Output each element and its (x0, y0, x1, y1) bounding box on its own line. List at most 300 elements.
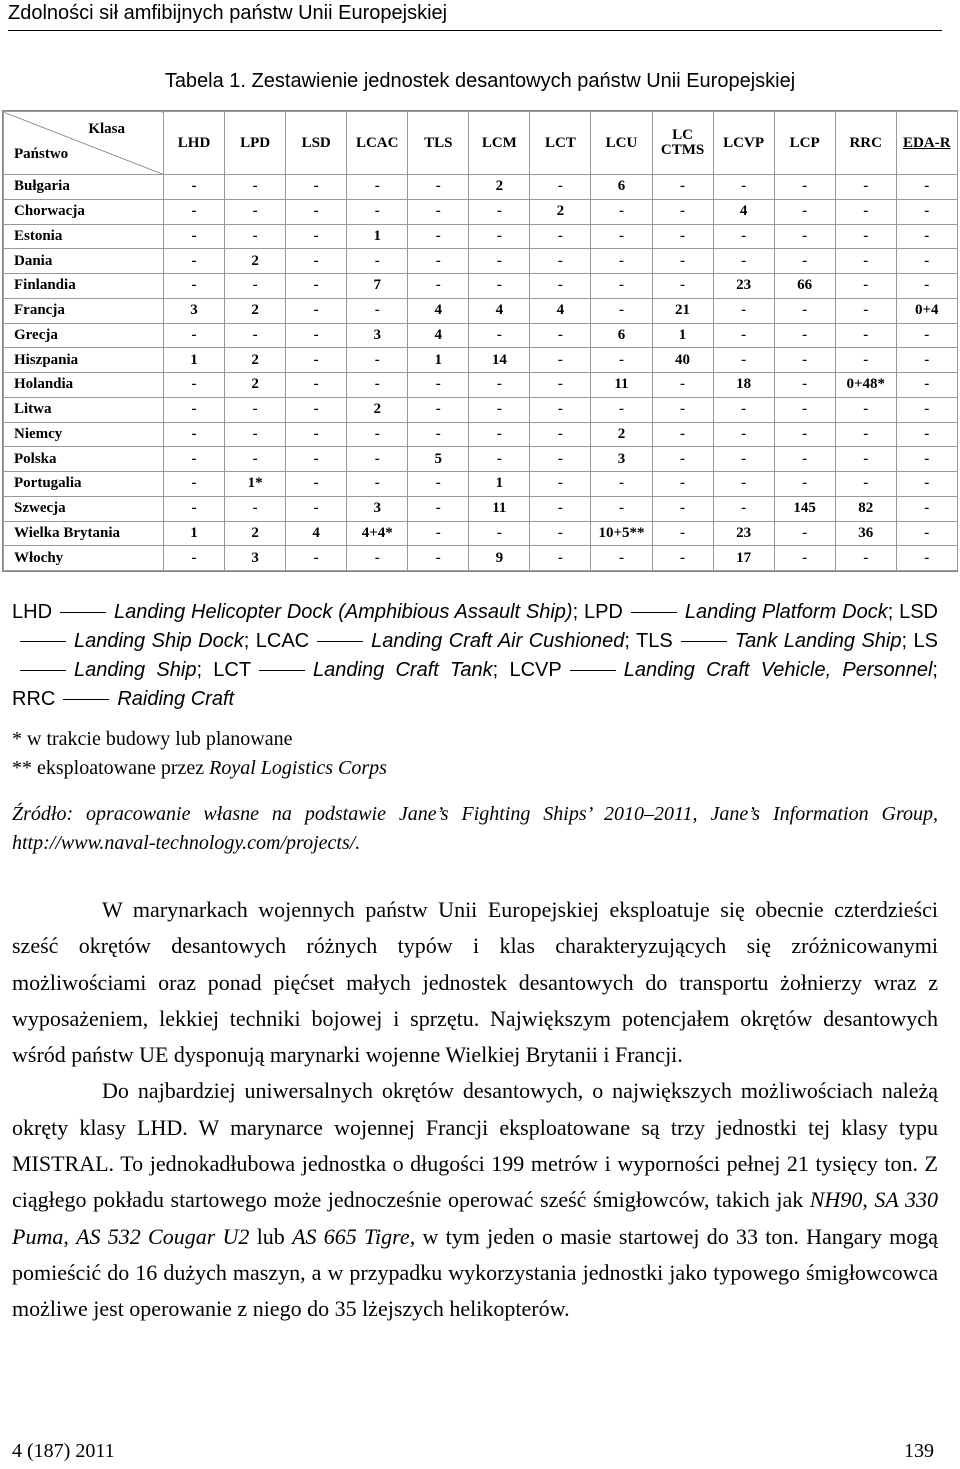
value-cell: - (286, 373, 347, 398)
value-cell: 1 (652, 323, 713, 348)
value-cell: - (713, 298, 774, 323)
value-cell: - (530, 397, 591, 422)
table-caption: Tabela 1. Zestawienie jednostek desantowych państw Unii Europejskiej (164, 70, 796, 92)
value-cell: 6 (591, 323, 652, 348)
paragraph (12, 1073, 938, 1327)
value-cell: - (469, 373, 530, 398)
value-cell: 40 (652, 348, 713, 373)
value-cell: - (591, 274, 652, 299)
value-cell: - (713, 249, 774, 274)
helicopter-name: AS 665 Tigre (292, 1223, 410, 1249)
value-cell: - (835, 298, 896, 323)
value-cell: - (896, 224, 957, 249)
value-cell: - (225, 274, 286, 299)
country-cell: Litwa (4, 397, 164, 422)
value-cell: - (164, 175, 225, 200)
text-run: , w tym jeden o masie startowej do 33 ton. Hangary mogą pomieścić do 16 dużych maszyn, a w przypadku wykorzystania jednostki jako typowego śmigłowcowca możliwe jest operowanie z niego do 35 lżejszych helikopterów. (12, 1223, 938, 1322)
table-corner-cell (4, 112, 164, 175)
column-header (591, 112, 652, 175)
value-cell: - (774, 249, 835, 274)
legend-full-name: Landing Craft Vehicle, Personnel (623, 659, 933, 681)
footnote-royal-logistics (12, 757, 387, 780)
value-cell: - (530, 249, 591, 274)
column-header (408, 112, 469, 175)
value-cell: - (408, 224, 469, 249)
column-header-label: LCT (544, 134, 576, 151)
value-cell: - (286, 298, 347, 323)
value-cell: - (286, 249, 347, 274)
value-cell: - (347, 546, 408, 571)
value-cell: - (164, 546, 225, 571)
country-cell: Wielka Brytania (4, 521, 164, 546)
legend-full-name: Landing Ship (74, 659, 197, 681)
value-cell: - (713, 422, 774, 447)
country-cell: Polska (4, 447, 164, 472)
value-cell: - (530, 224, 591, 249)
value-cell: - (591, 249, 652, 274)
value-cell: - (835, 348, 896, 373)
value-cell: 1 (347, 224, 408, 249)
legend-abbreviation: LCT (213, 659, 252, 681)
value-cell: - (286, 175, 347, 200)
value-cell: - (347, 422, 408, 447)
value-cell: - (408, 249, 469, 274)
column-header-label: LCAC (355, 134, 399, 151)
country-cell: Hiszpania (4, 348, 164, 373)
value-cell: - (896, 249, 957, 274)
value-cell: 17 (713, 546, 774, 571)
table-row (4, 521, 958, 546)
value-cell: - (896, 496, 957, 521)
value-cell: 1 (408, 348, 469, 373)
em-dash (63, 699, 109, 700)
value-cell: 6 (591, 175, 652, 200)
value-cell: 4+4* (347, 521, 408, 546)
country-cell: Francja (4, 298, 164, 323)
value-cell: - (835, 224, 896, 249)
value-cell: - (530, 521, 591, 546)
legend-abbreviation: LSD (899, 601, 938, 623)
country-cell: Grecja (4, 323, 164, 348)
value-cell: - (652, 274, 713, 299)
value-cell: - (164, 422, 225, 447)
value-cell: - (225, 397, 286, 422)
value-cell: 23 (713, 521, 774, 546)
value-cell: 82 (835, 496, 896, 521)
body-text (12, 892, 938, 1328)
value-cell: - (896, 175, 957, 200)
value-cell: - (530, 472, 591, 497)
column-header (652, 112, 713, 175)
value-cell: - (164, 472, 225, 497)
value-cell: - (408, 546, 469, 571)
value-cell: - (347, 298, 408, 323)
value-cell: - (713, 323, 774, 348)
value-cell: - (469, 274, 530, 299)
value-cell: - (713, 175, 774, 200)
column-header-label: LCVP (723, 134, 765, 151)
value-cell: 7 (347, 274, 408, 299)
value-cell: - (286, 496, 347, 521)
column-axis-label: Klasa (88, 121, 125, 137)
value-cell: - (835, 546, 896, 571)
text-run: lub (249, 1223, 293, 1249)
value-cell: - (835, 199, 896, 224)
table-row (4, 224, 958, 249)
footnote-organisation: Royal Logistics Corps (209, 757, 387, 779)
legend-extra: (Amphibious Assault Ship) (332, 601, 573, 623)
value-cell: - (469, 521, 530, 546)
table-row (4, 298, 958, 323)
value-cell: - (347, 199, 408, 224)
country-cell: Dania (4, 249, 164, 274)
value-cell: - (652, 373, 713, 398)
table-row (4, 447, 958, 472)
value-cell: - (286, 274, 347, 299)
value-cell: - (469, 199, 530, 224)
running-header: Zdolności sił amfibijnych państw Unii Europejskiej (8, 2, 448, 24)
value-cell: - (591, 496, 652, 521)
abbreviation-legend: LHD Landing Helicopter Dock (Amphibious Assault Ship); LPD Landing Platform Dock; LSDLanding Ship Dock; LCAC Landing Craft Air Cushioned; TLS Tank Landing Ship; LSLanding Ship; LCT Landing Craft Tank; LCVP Landing Craft Vehicle, Personnel; RRC Raiding Craft (12, 601, 938, 710)
value-cell: 11 (591, 373, 652, 398)
value-cell: 2 (347, 397, 408, 422)
issue-number: 4 (187) 2011 (12, 1440, 115, 1462)
column-header (225, 112, 286, 175)
value-cell: 4 (408, 323, 469, 348)
value-cell: - (896, 521, 957, 546)
legend-full-name: Raiding Craft (117, 688, 235, 710)
value-cell: - (286, 447, 347, 472)
value-cell: 66 (774, 274, 835, 299)
value-cell: 23 (713, 274, 774, 299)
value-cell: - (835, 274, 896, 299)
value-cell: - (286, 472, 347, 497)
table-row (4, 323, 958, 348)
country-cell: Bułgaria (4, 175, 164, 200)
column-header (469, 112, 530, 175)
value-cell: - (774, 447, 835, 472)
value-cell: - (225, 199, 286, 224)
legend-abbreviation: LS (913, 630, 938, 652)
value-cell: - (164, 323, 225, 348)
value-cell: - (164, 397, 225, 422)
value-cell: - (896, 274, 957, 299)
column-header (835, 112, 896, 175)
value-cell: - (408, 521, 469, 546)
value-cell: 3 (347, 496, 408, 521)
country-cell: Portugalia (4, 472, 164, 497)
header-rule (8, 30, 942, 31)
text-run: Do najbardziej uniwersalnych okrętów desantowych, o największych możliwościach należą okręty klasy LHD. W marynarce wojennej Francji eksploatowane są trzy jednostki tej klasy typu MISTRAL. To jednokadłubowa jednostka o długości 199 metrów i wyporności pełnej 21 tysięcy ton. Z ciągłego pokładu startowego może jednocześnie operować sześć śmigłowców, takich jak (12, 1078, 938, 1213)
em-dash (20, 670, 66, 671)
column-header-label: LSD (301, 134, 331, 151)
country-cell: Finlandia (4, 274, 164, 299)
value-cell: - (225, 447, 286, 472)
amphibious-units-table (3, 111, 958, 571)
value-cell: - (286, 546, 347, 571)
value-cell: 2 (225, 348, 286, 373)
value-cell: - (835, 323, 896, 348)
value-cell: - (896, 348, 957, 373)
value-cell: - (469, 323, 530, 348)
value-cell: - (530, 546, 591, 571)
value-cell: - (469, 224, 530, 249)
value-cell: 1* (225, 472, 286, 497)
value-cell: 3 (591, 447, 652, 472)
country-cell: Chorwacja (4, 199, 164, 224)
value-cell: - (774, 323, 835, 348)
value-cell: - (286, 323, 347, 348)
row-axis-label: Państwo (14, 146, 69, 162)
value-cell: - (652, 224, 713, 249)
value-cell: - (774, 348, 835, 373)
legend-abbreviation: RRC (12, 688, 56, 710)
value-cell: - (774, 373, 835, 398)
value-cell: - (530, 323, 591, 348)
value-cell: - (591, 397, 652, 422)
legend-full-name: Landing Helicopter Dock (114, 601, 333, 623)
em-dash (259, 670, 305, 671)
column-header (774, 112, 835, 175)
value-cell: - (347, 249, 408, 274)
column-header (164, 112, 225, 175)
value-cell: 1 (469, 472, 530, 497)
value-cell: - (225, 323, 286, 348)
value-cell: - (896, 199, 957, 224)
table-row (4, 274, 958, 299)
value-cell: - (164, 249, 225, 274)
value-cell: - (164, 373, 225, 398)
value-cell: - (408, 397, 469, 422)
table-header-row (4, 112, 958, 175)
value-cell: - (835, 447, 896, 472)
value-cell: - (286, 422, 347, 447)
paragraph: W marynarkach wojennych państw Unii Europejskiej eksploatuje się obecnie czterdzieści sześć okrętów desantowych różnych typów i klas charakteryzujących się zróżnicowanymi możliwościami oraz ponad pięćset małych jednostek desantowych do transportu żołnierzy wraz z wyposażeniem, lekkiej techniki bojowej i sprzętu. Największym potencjałem okrętów desantowych wśród państw UE dysponują marynarki wojenne Wielkiej Brytanii i Francji. (12, 897, 938, 1068)
value-cell: - (774, 546, 835, 571)
footnote-text: ** eksploatowane przez (12, 757, 210, 779)
value-cell: 2 (225, 249, 286, 274)
legend-abbreviation: LCAC (255, 630, 310, 652)
value-cell: - (225, 175, 286, 200)
value-cell: 5 (408, 447, 469, 472)
value-cell: - (896, 546, 957, 571)
value-cell: - (835, 422, 896, 447)
value-cell: 3 (225, 546, 286, 571)
value-cell: - (408, 274, 469, 299)
column-header (713, 112, 774, 175)
value-cell: 11 (469, 496, 530, 521)
column-header (530, 112, 591, 175)
legend-full-name: Landing Ship Dock (74, 630, 244, 652)
value-cell: - (652, 397, 713, 422)
value-cell: - (286, 348, 347, 373)
helicopter-name: AS 532 Cougar U2 (76, 1223, 250, 1249)
value-cell: - (347, 447, 408, 472)
column-header-label: LCP (789, 134, 820, 151)
value-cell: 1 (164, 521, 225, 546)
value-cell: - (469, 447, 530, 472)
em-dash (631, 612, 677, 613)
value-cell: 0+48* (835, 373, 896, 398)
value-cell: - (530, 373, 591, 398)
value-cell: - (835, 397, 896, 422)
value-cell: - (652, 546, 713, 571)
value-cell: - (835, 472, 896, 497)
table-row (4, 249, 958, 274)
legend-full-name: Landing Craft Air Cushioned (371, 630, 625, 652)
table-row (4, 397, 958, 422)
value-cell: - (591, 546, 652, 571)
value-cell: - (896, 472, 957, 497)
value-cell: - (469, 422, 530, 447)
value-cell: - (347, 373, 408, 398)
value-cell: - (408, 175, 469, 200)
value-cell: - (530, 496, 591, 521)
column-header-label: LCM (481, 134, 517, 151)
value-cell: - (652, 447, 713, 472)
value-cell: 21 (652, 298, 713, 323)
value-cell: 2 (225, 373, 286, 398)
value-cell: 4 (408, 298, 469, 323)
value-cell: - (591, 199, 652, 224)
value-cell: - (652, 496, 713, 521)
value-cell: - (896, 422, 957, 447)
column-header (286, 112, 347, 175)
table-frame (2, 110, 958, 572)
value-cell: - (652, 422, 713, 447)
value-cell: - (164, 447, 225, 472)
em-dash (20, 641, 66, 642)
value-cell: - (774, 224, 835, 249)
column-header (347, 112, 408, 175)
em-dash (317, 641, 363, 642)
table-row (4, 373, 958, 398)
legend-abbreviation: LHD (12, 601, 53, 623)
table-row (4, 546, 958, 571)
value-cell: 18 (713, 373, 774, 398)
value-cell: - (408, 199, 469, 224)
page-number: 139 (904, 1440, 934, 1462)
legend-full-name: Landing Platform Dock (684, 601, 888, 623)
value-cell: - (225, 496, 286, 521)
value-cell: - (469, 249, 530, 274)
value-cell: 36 (835, 521, 896, 546)
value-cell: 1 (164, 348, 225, 373)
value-cell: - (713, 348, 774, 373)
column-header-label: LPD (240, 134, 271, 151)
country-cell: Włochy (4, 546, 164, 571)
value-cell: - (835, 175, 896, 200)
value-cell: - (286, 199, 347, 224)
country-cell: Holandia (4, 373, 164, 398)
value-cell: 10+5** (591, 521, 652, 546)
value-cell: - (286, 397, 347, 422)
text-run: , (862, 1187, 875, 1213)
value-cell: - (591, 348, 652, 373)
country-cell: Szwecja (4, 496, 164, 521)
source-note: Źródło: opracowanie własne na podstawie Jane’s Fighting Ships’ 2010–2011, Jane’s Information Group, http://www.naval-technology.com/projects/. (12, 803, 938, 854)
value-cell: 2 (225, 298, 286, 323)
value-cell: 4 (469, 298, 530, 323)
table-row (4, 496, 958, 521)
value-cell: 4 (713, 199, 774, 224)
em-dash (570, 670, 616, 671)
value-cell: - (347, 175, 408, 200)
value-cell: - (713, 447, 774, 472)
value-cell: - (408, 373, 469, 398)
value-cell: - (652, 472, 713, 497)
helicopter-name: SA 330 Puma (12, 1187, 939, 1249)
value-cell: - (530, 274, 591, 299)
value-cell: - (835, 249, 896, 274)
value-cell: - (774, 175, 835, 200)
em-dash (681, 641, 727, 642)
value-cell: 3 (347, 323, 408, 348)
value-cell: - (347, 472, 408, 497)
value-cell: 2 (530, 199, 591, 224)
value-cell: - (774, 397, 835, 422)
value-cell: - (774, 472, 835, 497)
legend-abbreviation: TLS (636, 630, 673, 652)
table-row (4, 175, 958, 200)
value-cell: - (225, 224, 286, 249)
value-cell: - (408, 422, 469, 447)
value-cell: - (530, 175, 591, 200)
value-cell: - (652, 175, 713, 200)
country-cell: Niemcy (4, 422, 164, 447)
column-header (896, 112, 957, 175)
text-run: , (63, 1223, 77, 1249)
value-cell: 4 (530, 298, 591, 323)
value-cell: - (164, 274, 225, 299)
footnote-under-construction: * w trakcie budowy lub planowane (12, 728, 293, 750)
legend-abbreviation: LPD (583, 601, 623, 623)
value-cell: - (774, 199, 835, 224)
value-cell: - (530, 447, 591, 472)
value-cell: 3 (164, 298, 225, 323)
value-cell: - (469, 397, 530, 422)
value-cell: - (713, 472, 774, 497)
legend-full-name: Tank Landing Ship (734, 630, 902, 652)
value-cell: - (652, 199, 713, 224)
table-row (4, 348, 958, 373)
value-cell: - (408, 496, 469, 521)
value-cell: - (408, 472, 469, 497)
column-header-label: LHD (177, 134, 211, 151)
table-row (4, 422, 958, 447)
value-cell: 14 (469, 348, 530, 373)
value-cell: - (530, 348, 591, 373)
value-cell: - (896, 447, 957, 472)
value-cell: 4 (286, 521, 347, 546)
value-cell: - (713, 496, 774, 521)
column-header-label: RRC (849, 134, 882, 151)
value-cell: - (164, 496, 225, 521)
value-cell: - (652, 249, 713, 274)
value-cell: 2 (469, 175, 530, 200)
value-cell: - (347, 348, 408, 373)
value-cell: 2 (591, 422, 652, 447)
value-cell: - (591, 472, 652, 497)
value-cell: - (774, 298, 835, 323)
value-cell: 0+4 (896, 298, 957, 323)
table-row (4, 472, 958, 497)
value-cell: 2 (225, 521, 286, 546)
column-header-label: TLS (424, 134, 453, 151)
value-cell: - (591, 224, 652, 249)
em-dash (60, 612, 106, 613)
legend-abbreviation: LCVP (509, 659, 562, 681)
